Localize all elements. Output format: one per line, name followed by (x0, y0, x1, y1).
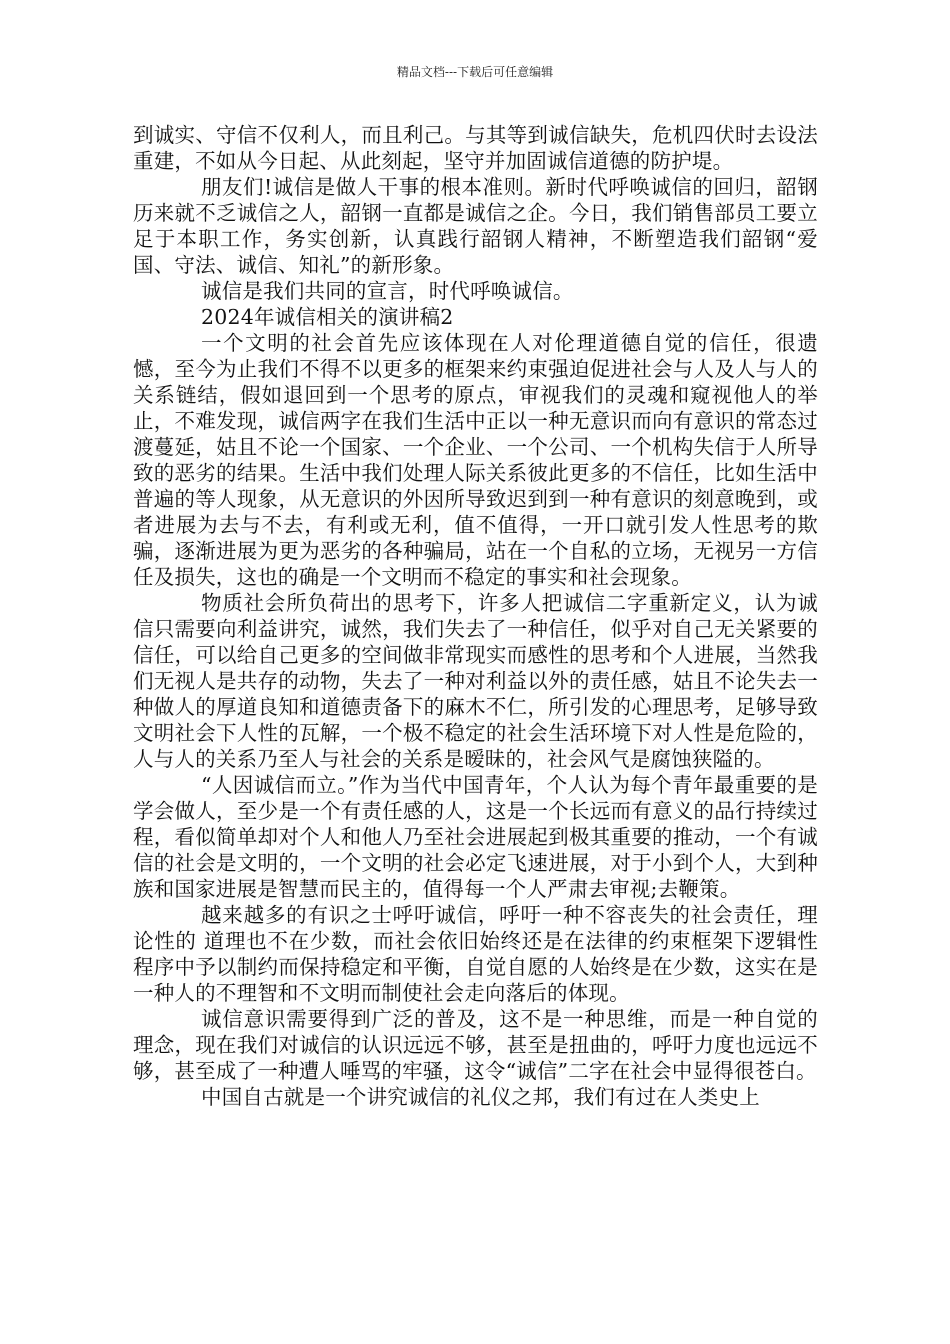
document-body (133, 122, 818, 1110)
paragraph-5: 一个文明的社会首先应该体现在人对伦理道德自觉的信任，很遗憾，至今为止我们不得不以更多的框架来约束强迫促进社会与人及人与人的关系链结，假如退回到一个思考的原点，审视我们的灵魂和窥视他人的举止，不难发现，诚信两字在我们生活中正以一种无意识而向有意识的常态过渡蔓延，姑且不论一个国家、一个企业、一个公司、一个机构失信于人所导致的恶劣的结果。生活中我们处理人际关系彼此更多的不信任，比如生活中普遍的等人现象，从无意识的外因所导致迟到到一种有意识的刻意晚到，或者进展为去与不去，有利或无利，值不值得，一开口就引发人性思考的欺骗，逐渐进展为更为恶劣的各种骗局，站在一个自私的立场，无视另一方信任及损失，这也的确是一个文明而不稳定的事实和社会现象。 (133, 331, 818, 589)
paragraph-7: “人因诚信而立。”作为当代中国青年，个人认为每个青年最重要的是学会做人，至少是一个有责任感的人，这是一个长远而有意义的品行持续过程，看似简单却对个人和他人乃至社会进展起到极其重要的推动，一个有诚信的社会是文明的，一个文明的社会必定飞速进展，对于小到个人，大到种族和国家进展是智慧而民主的，值得每一个人严肃去审视;去鞭策。 (133, 773, 818, 901)
page-header: 精品文档---下载后可任意编辑 (396, 65, 554, 79)
paragraph-6: 物质社会所负荷出的思考下，许多人把诚信二字重新定义，认为诚信只需要向利益讲究，诚然，我们失去了一种信任，似乎对自己无关紧要的信任，可以给自己更多的空间做非常现实而感性的思考和个人进展，当然我们无视人是共存的动物，失去了一种对利益以外的责任感，姑且不论失去一种做人的厚道良知和道德责备下的麻木不仁，所引发的心理思考，足够导致文明社会下人性的瓦解，一个极不稳定的社会生活环境下对人性是危险的，人与人的关系乃至人与社会的关系是暧昧的，社会风气是腐蚀狭隘的。 (133, 591, 818, 771)
paragraph-1: 到诚实、守信不仅利人，而且利己。与其等到诚信缺失，危机四伏时去设法重建，不如从今日起、从此刻起，坚守并加固诚信道德的防护堤。 (133, 123, 818, 173)
section-title: 2024年诚信相关的演讲稿2 (201, 305, 454, 329)
paragraph-2: 朋友们!诚信是做人干事的根本准则。新时代呼唤诚信的回归，韶钢历来就不乏诚信之人，韶钢一直都是诚信之企。今日，我们销售部员工要立足于本职工作，务实创新，认真践行韶钢人精神，不断塑造我们韶钢“爱国、守法、诚信、知礼”的新形象。 (133, 175, 818, 277)
paragraph-3: 诚信是我们共同的宣言，时代呼唤诚信。 (201, 279, 574, 303)
paragraph-9: 诚信意识需要得到广泛的普及，这不是一种思维，而是一种自觉的理念，现在我们对诚信的认识远远不够，甚至是扭曲的，呼吁力度也远远不够，甚至成了一种遭人唾骂的牢骚，这令“诚信”二字在社会中显得很苍白。 (133, 1007, 818, 1083)
paragraph-8: 越来越多的有识之士呼吁诚信，呼吁一种不容丧失的社会责任，理论性的 道理也不在少数，而社会依旧始终还是在法律的约束框架下逻辑性程序中予以制约而保持稳定和平衡，自觉自愿的人始终是在少数，这实在是一种人的不理智和不文明而制使社会走向落后的体现。 (133, 903, 818, 1005)
paragraph-10: 中国自古就是一个讲究诚信的礼仪之邦，我们有过在人类史上 (201, 1085, 760, 1109)
